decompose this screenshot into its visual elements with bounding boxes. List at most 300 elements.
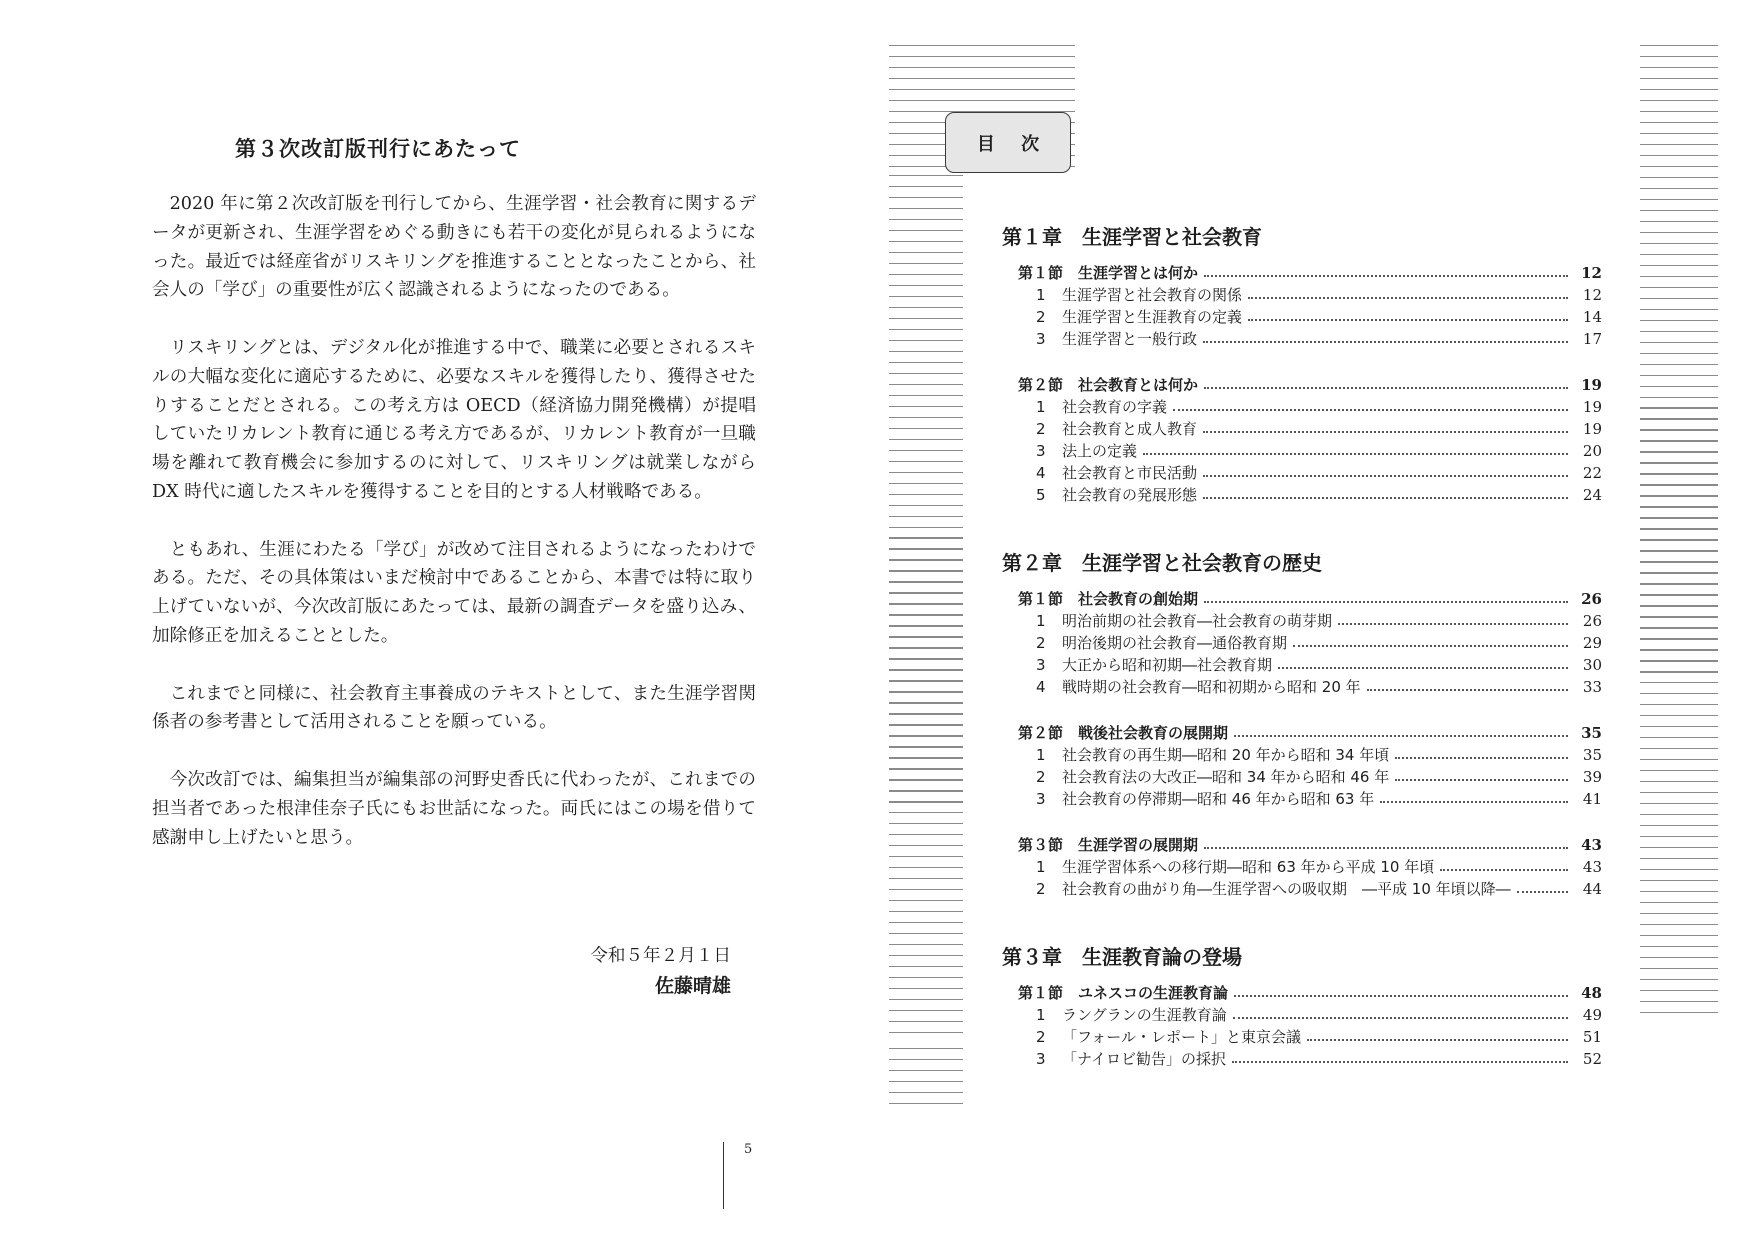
decorative-line: [889, 977, 963, 978]
decorative-line: [889, 812, 963, 813]
decorative-line: [1640, 880, 1718, 881]
decorative-line: [1640, 726, 1718, 727]
toc-item-text: 社会教育の発展形態: [1062, 486, 1198, 504]
toc-item-label: [1036, 676, 1361, 698]
decorative-line: [889, 900, 963, 901]
decorative-line: [1640, 913, 1718, 914]
toc-item-text: 「ナイロビ勧告」の採択: [1062, 1050, 1226, 1068]
decorative-line: [889, 548, 963, 549]
decorative-line: [889, 647, 963, 648]
decorative-line: [1640, 946, 1718, 947]
decorative-line: [889, 691, 963, 692]
toc-item-row: [1002, 610, 1602, 632]
decorative-line: [1640, 891, 1718, 892]
decorative-line: [1640, 638, 1718, 639]
toc-item-number: 2: [1036, 308, 1046, 326]
decorative-line: [889, 988, 963, 989]
toc-item-text: 生涯学習と生涯教育の定義: [1062, 308, 1243, 326]
decorative-line: [1640, 517, 1718, 518]
decorative-line: [1640, 803, 1718, 804]
decorative-line: [889, 175, 963, 176]
toc-item-row: [1002, 654, 1602, 676]
decorative-line: [889, 384, 963, 385]
decorative-line: [889, 505, 963, 506]
decorative-lines-left: [889, 175, 963, 1043]
decorative-line: [1640, 287, 1718, 288]
decorative-line: [889, 78, 1075, 79]
toc-item-row: [1002, 306, 1602, 328]
decorative-line: [889, 724, 963, 725]
decorative-line: [889, 592, 963, 593]
decorative-line: [1640, 243, 1718, 244]
toc-section-row: [1002, 374, 1602, 396]
decorative-line: [1640, 309, 1718, 310]
decorative-line: [889, 757, 963, 758]
toc-leader-dots: [1143, 453, 1568, 455]
decorative-line: [1640, 451, 1718, 452]
decorative-line: [1640, 858, 1718, 859]
toc-section-row: [1002, 588, 1602, 610]
chapter-title: 第２章 生涯学習と社会教育の歴史: [1002, 551, 1322, 575]
decorative-line: [1640, 45, 1718, 46]
decorative-line: [1640, 111, 1718, 112]
toc-item-label: [1036, 396, 1167, 418]
decorative-line: [1640, 254, 1718, 255]
decorative-line: [889, 889, 963, 890]
decorative-line: [1640, 693, 1718, 694]
decorative-line: [889, 713, 963, 714]
toc-item-label: [1036, 744, 1389, 766]
decorative-line: [889, 636, 963, 637]
decorative-line: [1640, 78, 1718, 79]
decorative-line: [889, 89, 1075, 90]
decorative-line: [1640, 397, 1718, 398]
decorative-line: [1640, 1001, 1718, 1002]
toc-leader-dots: [1307, 1039, 1568, 1041]
toc-item-text: 明治前期の社会教育―社会教育の萌芽期: [1062, 612, 1333, 630]
toc-section-label: 第１節 生涯学習とは何か: [1018, 264, 1199, 282]
toc-item-label: [1036, 1004, 1227, 1026]
decorative-line: [889, 274, 963, 275]
toc-leader-dots: [1203, 431, 1568, 433]
toc-page-number: 14: [1582, 308, 1602, 326]
decorative-line: [889, 395, 963, 396]
toc-leader-dots: [1395, 757, 1568, 759]
toc-page-number: 12: [1581, 264, 1602, 282]
toc-item-text: 社会教育の曲がり角―生涯学習への吸収期 ―平成 10 年頃以降―: [1062, 880, 1511, 898]
decorative-line: [889, 318, 963, 319]
decorative-line: [1640, 100, 1718, 101]
decorative-line: [1640, 979, 1718, 980]
toc-page-number: 49: [1582, 1006, 1602, 1024]
decorative-line: [1640, 792, 1718, 793]
page-divider: [723, 1142, 724, 1209]
toc-leader-dots: [1203, 497, 1568, 499]
toc-page-number: 20: [1582, 442, 1602, 460]
toc-item-label: [1036, 440, 1137, 462]
decorative-line: [889, 834, 963, 835]
toc-page-number: 26: [1582, 612, 1602, 630]
toc-item-number: 2: [1036, 880, 1046, 898]
decorative-line: [889, 494, 963, 495]
toc-item-label: [1036, 632, 1287, 654]
decorative-line: [1640, 407, 1718, 408]
toc-item-row: [1002, 418, 1602, 440]
toc-item-text: 法上の定義: [1062, 442, 1138, 460]
toc-leader-dots: [1248, 319, 1568, 321]
decorative-line: [889, 867, 963, 868]
decorative-line: [1640, 133, 1718, 134]
toc-item-number: 1: [1036, 858, 1046, 876]
toc-item-number: 4: [1036, 678, 1046, 696]
decorative-line: [889, 45, 1075, 46]
decorative-line: [1640, 221, 1718, 222]
decorative-line: [889, 516, 963, 517]
decorative-line: [1640, 935, 1718, 936]
decorative-line: [1640, 704, 1718, 705]
toc-leader-dots: [1234, 735, 1568, 737]
toc-item-text: 「フォール・レポート」と東京会議: [1062, 1028, 1301, 1046]
toc-item-label: [1036, 462, 1197, 484]
toc-page: [878, 0, 1755, 1240]
toc-page-number: 12: [1582, 286, 1602, 304]
toc-leader-dots: [1380, 801, 1568, 803]
decorative-line: [889, 680, 963, 681]
toc-item-text: 戦時期の社会教育―昭和初期から昭和 20 年: [1062, 678, 1361, 696]
decorative-line: [889, 1070, 963, 1071]
decorative-line: [889, 285, 963, 286]
toc-item-row: [1002, 484, 1602, 506]
toc-page-number: 33: [1582, 678, 1602, 696]
toc-item-label: [1036, 306, 1242, 328]
decorative-line: [889, 307, 963, 308]
toc-item-label: [1036, 766, 1389, 788]
toc-item-label: [1036, 610, 1332, 632]
decorative-line: [1640, 770, 1718, 771]
toc-page-number: 41: [1582, 790, 1602, 808]
toc-item-label: [1036, 284, 1242, 306]
decorative-line: [889, 801, 963, 802]
decorative-line: [1640, 1012, 1718, 1013]
toc-page-number: 19: [1582, 398, 1602, 416]
decorative-line: [1640, 199, 1718, 200]
decorative-line: [889, 944, 963, 945]
toc-page-number: 19: [1581, 376, 1602, 394]
decorative-line: [1640, 484, 1718, 485]
decorative-line: [1640, 990, 1718, 991]
toc-item-number: 2: [1036, 420, 1046, 438]
decorative-line: [889, 208, 963, 209]
toc-item-row: [1002, 462, 1602, 484]
decorative-line: [889, 417, 963, 418]
decorative-line: [1640, 122, 1718, 123]
decorative-line: [1640, 528, 1718, 529]
toc-item-label: [1036, 654, 1272, 676]
decorative-line: [1640, 924, 1718, 925]
decorative-line: [1640, 440, 1718, 441]
decorative-line: [1640, 232, 1718, 233]
toc-page-number: 52: [1582, 1050, 1602, 1068]
decorative-line: [889, 472, 963, 473]
toc-item-number: 1: [1036, 286, 1046, 304]
toc-leader-dots: [1233, 1017, 1568, 1019]
decorative-line: [1640, 671, 1718, 672]
toc-leader-dots: [1517, 891, 1568, 893]
toc-item-row: [1002, 1026, 1602, 1048]
toc-item-number: 5: [1036, 486, 1046, 504]
decorative-line: [889, 746, 963, 747]
decorative-line: [1640, 957, 1718, 958]
toc-item-number: 1: [1036, 612, 1046, 630]
decorative-line: [1640, 649, 1718, 650]
toc-item-row: [1002, 856, 1602, 878]
decorative-line: [889, 1010, 963, 1011]
preface-title: 第３次改訂版刊行にあたって: [235, 136, 521, 161]
toc-section-label: 第１節 社会教育の創始期: [1018, 590, 1199, 608]
decorative-line: [1640, 155, 1718, 156]
decorative-line: [889, 922, 963, 923]
decorative-line: [889, 450, 963, 451]
toc-page-number: 24: [1582, 486, 1602, 504]
toc-item-number: 3: [1036, 330, 1046, 348]
decorative-line: [889, 702, 963, 703]
decorative-line: [1640, 660, 1718, 661]
decorative-line: [889, 362, 963, 363]
toc-leader-dots: [1395, 779, 1568, 781]
toc-item-number: 2: [1036, 1028, 1046, 1046]
toc-page-number: 19: [1582, 420, 1602, 438]
toc-item-number: 4: [1036, 464, 1046, 482]
chapter-spacer: [1002, 506, 1602, 548]
preface-paragraph: ともあれ、生涯にわたる「学び」が改めて注目されるようになったわけである。ただ、その具体策はいまだ検討中であることから、本書では特に取り上げていないが、今次改訂版にあたっては、最新の調査データを盛り込み、加除修正を加えることとした。: [152, 539, 756, 646]
decorative-line: [889, 252, 963, 253]
decorative-line: [889, 625, 963, 626]
toc-item-number: 3: [1036, 442, 1046, 460]
preface-paragraph: これまでと同様に、社会教育主事養成のテキストとして、また生涯学習関係者の参考書として活用されることを願っている。: [152, 683, 756, 733]
toc-item-row: [1002, 1004, 1602, 1026]
toc-leader-dots: [1232, 1061, 1568, 1063]
toc-item-text: 明治後期の社会教育―通俗教育期: [1062, 634, 1288, 652]
decorative-line: [889, 296, 963, 297]
toc-item-text: 社会教育と成人教育: [1062, 420, 1198, 438]
toc-page-number: 17: [1582, 330, 1602, 348]
decorative-line: [889, 603, 963, 604]
decorative-line: [1640, 715, 1718, 716]
toc-page-number: 44: [1582, 880, 1602, 898]
decorative-line: [889, 219, 963, 220]
decorative-line: [1640, 375, 1718, 376]
section-spacer: [1002, 698, 1602, 722]
decorative-line: [889, 230, 963, 231]
toc-leader-dots: [1204, 387, 1568, 389]
toc-section-row: [1002, 982, 1602, 1004]
preface-paragraph: リスキリングとは、デジタル化が推進する中で、職業に必要とされるスキルの大幅な変化に適応するために、必要なスキルを獲得したり、獲得させたりすることだとされる。この考え方は OECD（経済協力開発機構）が提唱していたリカレント教育に通じる考え方であるが、リカレント教育が一旦職場を離れて教育機会に参加するのに対して、リスキリングは就業しながら DX 時代に適したスキルを獲得することを目的とする人材戦略である。: [152, 337, 756, 502]
chapter-title: 第３章 生涯教育論の登場: [1002, 945, 1242, 969]
toc-section-label: 第２節 戦後社会教育の展開期: [1018, 724, 1229, 742]
toc-section-row: [1002, 834, 1602, 856]
toc-leader-dots: [1204, 601, 1568, 603]
decorative-line: [889, 100, 1075, 101]
decorative-line: [1640, 495, 1718, 496]
decorative-line: [1640, 781, 1718, 782]
decorative-line: [1640, 67, 1718, 68]
decorative-line: [1640, 166, 1718, 167]
decorative-line: [889, 537, 963, 538]
decorative-line: [1640, 89, 1718, 90]
toc-item-text: 社会教育の字義: [1062, 398, 1168, 416]
toc-item-row: [1002, 766, 1602, 788]
decorative-line: [1640, 331, 1718, 332]
toc-item-text: 生涯学習と社会教育の関係: [1062, 286, 1243, 304]
decorative-line: [889, 779, 963, 780]
decorative-line: [889, 669, 963, 670]
decorative-line: [1640, 847, 1718, 848]
decorative-line: [1640, 561, 1718, 562]
toc-item-label: [1036, 328, 1197, 350]
preface-author: 佐藤晴雄: [654, 975, 731, 997]
decorative-line: [1640, 682, 1718, 683]
decorative-line: [889, 197, 963, 198]
decorative-line: [889, 263, 963, 264]
decorative-line: [1640, 56, 1718, 57]
toc-item-text: 生涯学習と一般行政: [1062, 330, 1198, 348]
toc-item-row: [1002, 788, 1602, 810]
decorative-line: [1640, 748, 1718, 749]
section-spacer: [1002, 350, 1602, 374]
toc-item-label: [1036, 1026, 1301, 1048]
toc-page-number: 43: [1582, 858, 1602, 876]
toc-item-number: 2: [1036, 634, 1046, 652]
decorative-line: [889, 658, 963, 659]
decorative-line: [889, 1021, 963, 1022]
toc-leader-dots: [1203, 475, 1568, 477]
toc-item-number: 3: [1036, 1050, 1046, 1068]
toc-section-label: 第１節 ユネスコの生涯教育論: [1018, 984, 1229, 1002]
toc-section-row: [1002, 262, 1602, 284]
toc-item-label: [1036, 788, 1374, 810]
decorative-line: [889, 439, 963, 440]
toc-item-row: [1002, 440, 1602, 462]
decorative-line: [889, 241, 963, 242]
decorative-line: [1640, 418, 1718, 419]
decorative-lines-bottom-left: [889, 1048, 963, 1114]
toc-page-number: 35: [1582, 746, 1602, 764]
toc-leader-dots: [1234, 995, 1568, 997]
toc-item-row: [1002, 284, 1602, 306]
decorative-line: [1640, 265, 1718, 266]
decorative-line: [889, 1081, 963, 1082]
decorative-line: [889, 581, 963, 582]
toc-leader-dots: [1367, 689, 1568, 691]
toc-leader-dots: [1204, 847, 1568, 849]
decorative-line: [1640, 353, 1718, 354]
decorative-lines-right: [1640, 45, 1718, 1023]
preface-paragraph: 今次改訂では、編集担当が編集部の河野史香氏に代わったが、これまでの担当者であった根津佳奈子氏にもお世話になった。両氏にはこの場を借りて感謝申し上げたいと思う。: [152, 769, 756, 848]
section-spacer: [1002, 810, 1602, 834]
decorative-line: [889, 428, 963, 429]
toc-page-number: 43: [1581, 836, 1602, 854]
decorative-line: [1640, 276, 1718, 277]
decorative-line: [1640, 188, 1718, 189]
decorative-line: [889, 768, 963, 769]
decorative-line: [889, 878, 963, 879]
toc-item-row: [1002, 878, 1602, 900]
toc-leader-dots: [1248, 297, 1568, 299]
toc-page-number: 26: [1581, 590, 1602, 608]
toc-page-number: 30: [1582, 656, 1602, 674]
decorative-line: [889, 1059, 963, 1060]
decorative-line: [889, 559, 963, 560]
toc-page-number: 48: [1581, 984, 1602, 1002]
toc-item-row: [1002, 632, 1602, 654]
decorative-line: [889, 911, 963, 912]
preface-paragraph: 2020 年に第２次改訂版を刊行してから、生涯学習・社会教育に関するデータが更新され、生涯学習をめぐる動きにも若干の変化が見られるようになった。最近では経産省がリスキリングを推進することとなったことから、社会人の「学び」の重要性が広く認識されるようになったのである。: [152, 194, 756, 301]
decorative-line: [1640, 594, 1718, 595]
decorative-line: [1640, 572, 1718, 573]
table-of-contents: [1002, 222, 1602, 1070]
decorative-line: [889, 955, 963, 956]
toc-item-row: [1002, 1048, 1602, 1070]
toc-item-number: 3: [1036, 656, 1046, 674]
decorative-line: [1640, 320, 1718, 321]
toc-page-number: 29: [1582, 634, 1602, 652]
toc-item-number: 3: [1036, 790, 1046, 808]
decorative-line: [889, 186, 963, 187]
decorative-line: [1640, 364, 1718, 365]
decorative-line: [1640, 825, 1718, 826]
toc-leader-dots: [1204, 275, 1568, 277]
toc-section-label: 第３節 生涯学習の展開期: [1018, 836, 1199, 854]
toc-item-row: [1002, 328, 1602, 350]
decorative-line: [889, 614, 963, 615]
decorative-line: [1640, 144, 1718, 145]
decorative-line: [1640, 539, 1718, 540]
preface-body: [152, 190, 756, 881]
decorative-line: [889, 845, 963, 846]
toc-page-number: 22: [1582, 464, 1602, 482]
toc-leader-dots: [1440, 869, 1568, 871]
decorative-line: [889, 933, 963, 934]
toc-item-text: 社会教育法の大改正―昭和 34 年から昭和 46 年: [1062, 768, 1390, 786]
toc-item-text: 社会教育の再生期―昭和 20 年から昭和 34 年頃: [1062, 746, 1390, 764]
toc-item-row: [1002, 396, 1602, 418]
decorative-line: [1640, 605, 1718, 606]
decorative-line: [889, 735, 963, 736]
toc-leader-dots: [1338, 623, 1568, 625]
decorative-line: [889, 373, 963, 374]
toc-page-number: 39: [1582, 768, 1602, 786]
decorative-line: [889, 999, 963, 1000]
decorative-line: [889, 351, 963, 352]
toc-section-label: 第２節 社会教育とは何か: [1018, 376, 1199, 394]
toc-item-number: 2: [1036, 768, 1046, 786]
decorative-line: [889, 856, 963, 857]
chapter-spacer: [1002, 900, 1602, 942]
decorative-line: [1640, 473, 1718, 474]
preface-date: 令和５年２月１日: [590, 946, 731, 966]
decorative-line: [889, 570, 963, 571]
decorative-line: [889, 56, 1075, 57]
decorative-line: [1640, 627, 1718, 628]
toc-page-number: 35: [1581, 724, 1602, 742]
decorative-line: [889, 461, 963, 462]
toc-item-text: 社会教育と市民活動: [1062, 464, 1198, 482]
toc-item-label: [1036, 856, 1434, 878]
decorative-line: [889, 340, 963, 341]
toc-title-tab: 目 次: [945, 112, 1071, 173]
toc-section-row: [1002, 722, 1602, 744]
decorative-line: [889, 966, 963, 967]
